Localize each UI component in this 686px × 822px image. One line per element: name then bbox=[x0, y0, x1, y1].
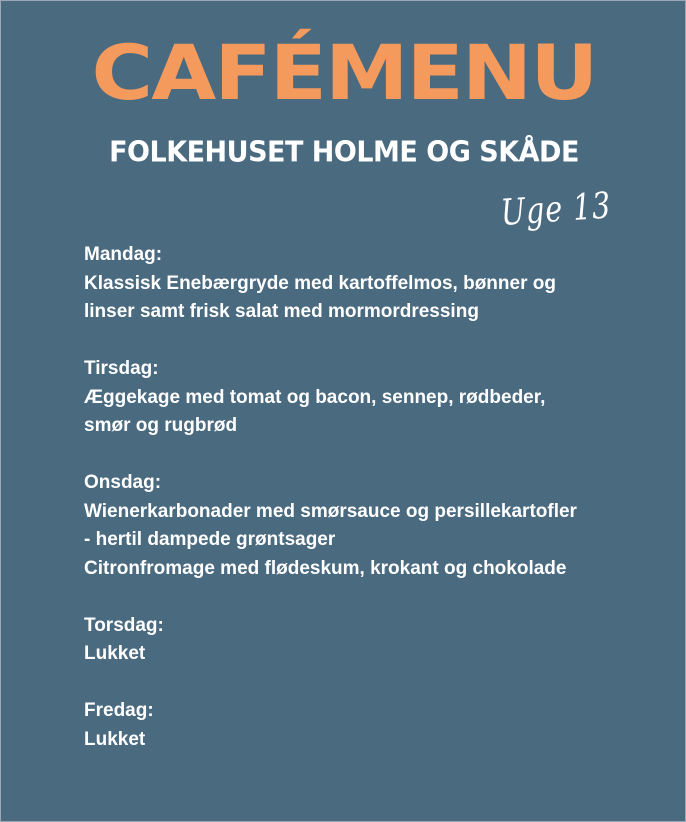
weekly-menu bbox=[84, 241, 664, 783]
menu-title: CAFÉMENU bbox=[91, 28, 597, 118]
dish-line: Wienerkarbonader med smørsauce og persillekartofler bbox=[84, 500, 577, 522]
dish-line: Klassisk Enebærgryde med kartoffelmos, bønner og bbox=[84, 272, 556, 294]
week-label: Uge 13 bbox=[499, 185, 613, 234]
day-name: Onsdag: bbox=[84, 472, 162, 493]
dish-line: Æggekage med tomat og bacon, sennep, rødbeder, bbox=[84, 386, 546, 408]
dish-line: Lukket bbox=[84, 643, 146, 664]
day-name: Mandag: bbox=[84, 244, 163, 265]
day-tuesday bbox=[84, 355, 664, 441]
day-name: Tirsdag: bbox=[84, 358, 159, 379]
day-name: Torsdag: bbox=[84, 614, 164, 636]
day-thursday bbox=[84, 612, 664, 669]
dish-line: - hertil dampede grøntsager bbox=[84, 529, 336, 550]
day-wednesday bbox=[84, 469, 664, 583]
day-monday bbox=[84, 241, 664, 327]
day-friday bbox=[84, 697, 664, 754]
dish-line: smør og rugbrød bbox=[84, 415, 238, 436]
dish-line: Lukket bbox=[84, 728, 146, 750]
venue-subtitle: FOLKEHUSET HOLME OG SKÅDE bbox=[109, 136, 579, 169]
day-name: Fredag: bbox=[84, 700, 154, 721]
dish-line: linser samt frisk salat med mormordressing bbox=[84, 301, 479, 322]
dish-line: Citronfromage med flødeskum, krokant og chokolade bbox=[84, 557, 567, 579]
